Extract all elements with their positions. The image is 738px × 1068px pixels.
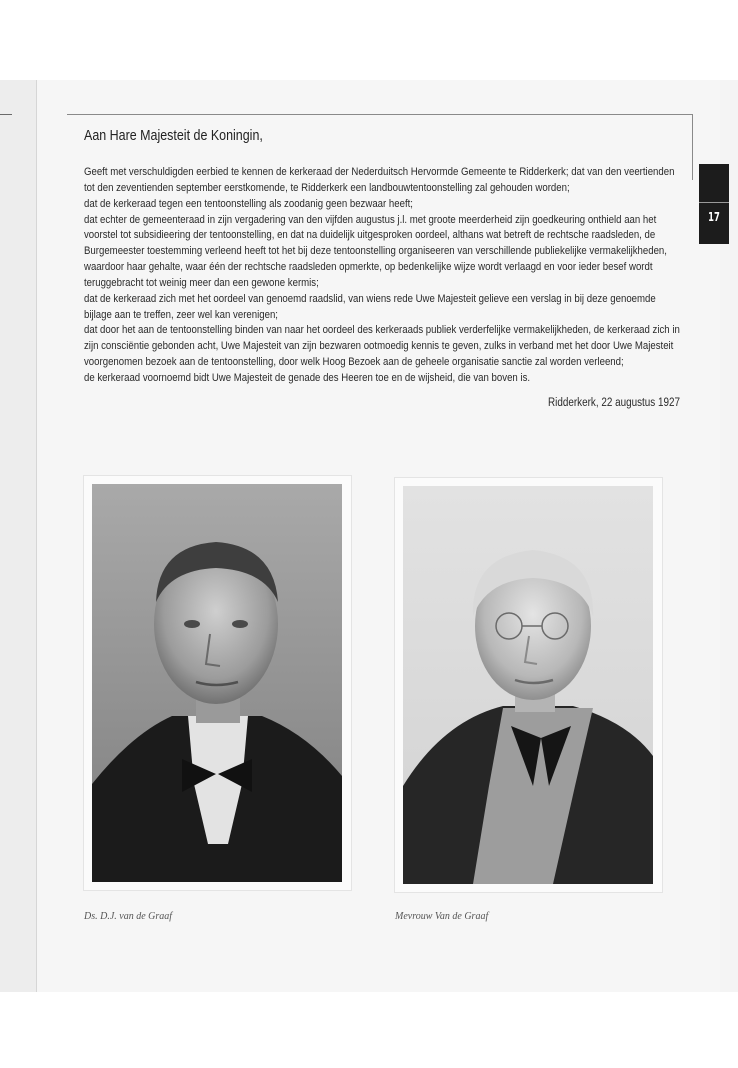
letter-paragraph: Geeft met verschuldigden eerbied te kennen de kerkeraad der Nederduitsch Hervormde Gemeente te Ridderkerk; dat van den veertienden tot den zeventienden september eerstkomende, te Ridderkerk een landbouwtentoonstelling zal gehouden worden; xyxy=(84,166,675,194)
letter-paragraph: dat de kerkeraad zich met het oordeel van genoemd raadslid, van wiens rede Uwe Majesteit gelieve een verslag in bij deze genoemde bijlage aan te treffen, zeer wel kan verenigen; xyxy=(84,292,656,321)
portrait-man-eye-right xyxy=(232,620,248,628)
page-number: 17 xyxy=(708,210,720,224)
portrait-woman-image xyxy=(403,486,653,884)
portrait-photo-woman xyxy=(395,478,662,892)
letter-paragraph: dat de kerkeraad tegen een tentoonstelling als zoodanig geen bezwaar heeft; xyxy=(84,197,413,210)
photo-caption-right: Mevrouw Van de Graaf xyxy=(395,911,489,922)
portrait-photo-man xyxy=(84,476,351,890)
letter-place-date: Ridderkerk, 22 augustus 1927 xyxy=(548,396,680,409)
facing-page-edge xyxy=(0,80,37,992)
letter-body xyxy=(84,165,680,412)
letter-paragraph: de kerkeraad voornoemd bidt Uwe Majesteit de genade des Heeren toe en de wijsheid, die van boven is. xyxy=(84,371,531,384)
letter-salutation: Aan Hare Majesteit de Koningin, xyxy=(84,128,263,144)
portrait-man-image xyxy=(92,484,342,882)
page-number-tab xyxy=(699,164,729,244)
letter-paragraph: dat echter de gemeenteraad in zijn vergadering van den vijfden augustus j.l. met groote meerderheid zijn goedkeuring onthield aan het voorstel tot subsidieering der tentoonstelling, en dat na duidelijk uitgesproken oordeel, althans wat betreft de rechtsche raadsleden, de Burgemeester toestemming verleend heeft tot het bij deze tentoonstelling organiseeren van verschillende publiekelijke vermakelijkheden, waardoor haar gehalte, waar één der rechtsche raadsleden opmerkte, op bedenkelijke wijze wordt verlaagd en voor ieder besef wordt teruggebracht tot weinig meer dan een gewone kermis; xyxy=(84,213,667,289)
photo-caption-left: Ds. D.J. van de Graaf xyxy=(84,911,173,922)
letter-paragraph: dat door het aan de tentoonstelling binden van naar het oordeel des kerkeraads publiek verderfelijke vermakelijkheden, de kerkeraad zich in zijn consciëntie gebonden acht, Uwe Majesteit van zijn bezwaren ootmoedig kennis te geven, zulks in verband met het door Uwe Majesteit voorgenomen bezoek aan de tentoonstelling, door welk Hoog Bezoek aan de geheele organisatie sanctie zal worden verleend; xyxy=(84,324,680,369)
portrait-man-eye-left xyxy=(184,620,200,628)
page-number-tab-rule xyxy=(699,202,729,203)
frame-rule-top xyxy=(67,114,693,115)
frame-rule-right xyxy=(692,114,693,180)
facing-page-tick xyxy=(0,114,12,115)
